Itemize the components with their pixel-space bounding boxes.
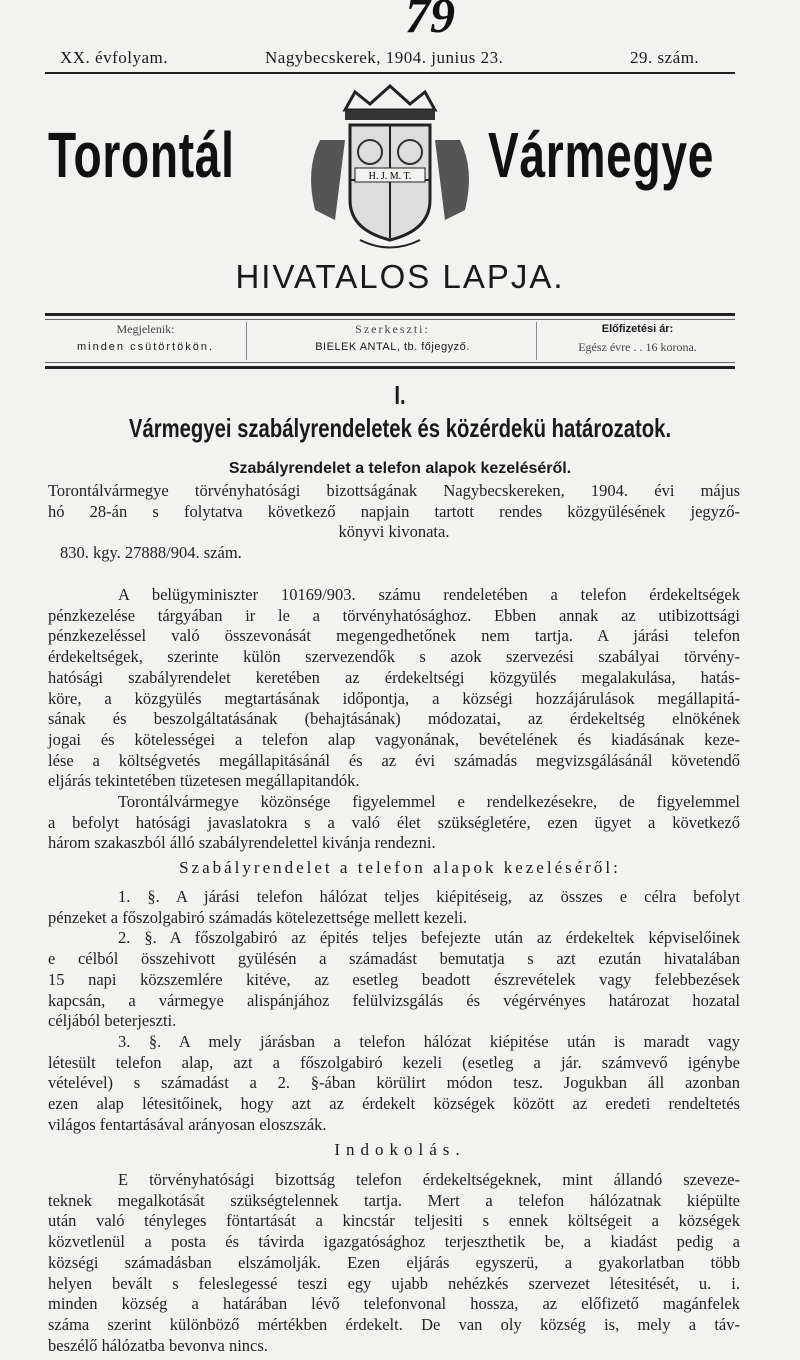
appears-label: Megjelenik: — [116, 322, 175, 336]
rule-title: Szabályrendelet a telefon alapok kezeléséről: — [179, 858, 621, 877]
text-line: jogai és kötelességei a telefon alap vagyonának, bevételének és kiadásának keze- — [48, 729, 740, 749]
price-label: Előfizetési ár: — [601, 323, 674, 335]
text-line: a befolyt hatósági javaslatokra s a való élet szükségletére, ezen ügyet a következő — [48, 812, 740, 832]
text-line: 3. §. A mely járásban a telefon hálózat kiépitése után is maradt vagy — [118, 1031, 740, 1051]
price-value: Egész évre . . 16 korona. — [578, 340, 697, 354]
editor-label: Szerkeszti: — [355, 322, 430, 336]
text-line: e célból összehivott gyülésén a számadást bemutatja s azt ezután hivatalában — [48, 949, 740, 969]
text-line: eljárás tekintetében tüzetesen megállapitandók. — [48, 771, 360, 791]
text-line: Torontálvármegye közönsége figyelemmel e rendelkezésekre, de figyelemmel — [118, 792, 740, 811]
appears-value: minden csütörtökön. — [76, 341, 215, 353]
text-line: érdekeltségek, szerinte külön szervezendők s azok szervezési szabályai törvény- — [48, 647, 740, 667]
reasoning-title: Indokolás. — [334, 1140, 466, 1159]
text-line: pénzkezeléssel való összevonását megengedhetőnek nem tartja. A járási telefon — [48, 626, 740, 646]
handwritten-mark: 79 — [405, 0, 455, 43]
place-date: Nagybecskerek, 1904. junius 23. — [265, 48, 504, 67]
text-line: köre, a közgyülés megtartásának időpontja, a községi hozzájárulások megállapitá- — [48, 688, 740, 708]
text-line: beszélő hálózatba bevonva nincs. — [48, 1335, 268, 1355]
text-line: három szakaszból álló szabályrendelettel kivánja rendezni. — [48, 833, 436, 853]
svg-text:H. J. M. T.: H. J. M. T. — [368, 171, 412, 182]
coat-of-arms-crest — [300, 80, 480, 255]
text-line: hó 28-án s folytatva következő napjain tartott rendes közgyülésének jegyző- — [48, 501, 740, 521]
text-line: 2. §. A főszolgabiró az épités teljes befejezte után az érdekeltek képviselőinek — [118, 928, 740, 948]
volume: XX. évfolyam. — [60, 48, 169, 67]
rules-text — [48, 887, 740, 1135]
info-separator — [246, 322, 247, 360]
reference-number: 830. kgy. 27888/904. szám. — [60, 543, 242, 563]
editor-value: BIELEK ANTAL, tb. főjegyző. — [315, 341, 470, 353]
text-line: sának és beszolgáltatásának (behajtásának) módozatai, az érdekeltség elnökének — [48, 709, 740, 729]
text-line: után való tényleges föntartását a kincstár teljesiti s ennek költségeit a községek — [48, 1211, 740, 1231]
editor-info — [250, 320, 535, 356]
text-line: közvetlenül a posta és távirda igazgatósághoz terjeszthetik be, a kiadást pedig a — [48, 1232, 740, 1252]
text-line: minden község a határában lévő telefonvonal hossza, az előfizető magánfelek — [48, 1294, 740, 1314]
text-line: létesült telefon alap, azt a főszolgabiró kezeli (esetleg a jár. számvevő igénybe — [48, 1052, 740, 1072]
title-right: Vármegye — [488, 119, 715, 191]
issue-number: 29. szám. — [630, 48, 700, 67]
text-line: világos fentartásával arányosan eloszszák. — [48, 1114, 327, 1134]
text-line: Torontálvármegye törvényhatósági bizottságának Nagybecskereken, 1904. évi május — [48, 481, 740, 500]
paragraph-1 — [48, 585, 740, 792]
text-line: céljából beterjeszti. — [48, 1011, 177, 1031]
text-line: vételével) s számadást a 2. §-ában körülirt módon tesz. Jogukban áll azonban — [48, 1073, 740, 1093]
text-line: helyen bevált s feleslegessé teszi egy ujabb nehézkés szervezet létesitését, u. i. — [48, 1273, 740, 1293]
text-line: lése a költségvetés megállapitásánál és az évi számadás megvizsgálásánál követendő — [48, 750, 740, 770]
text-line: 15 napi közszemlére kitéve, az esetleg beadott észrevételek vagy felebbezések — [48, 969, 740, 989]
text-line: teknek megalkotását szükségtelennek tartja. Mert a telefon hálózatnak kiépülte — [48, 1190, 740, 1210]
intro-text — [48, 481, 740, 564]
article-title: Szabályrendelet a telefon alapok kezeléséről. — [228, 460, 572, 477]
price-info — [540, 320, 735, 356]
text-line: pénzeket a főszolgabiró számadás kötelezettsége mellett kezeli. — [48, 907, 468, 927]
section-title: Vármegyei szabályrendeletek és közérdekü határozatok. — [128, 413, 672, 443]
info-bottom-rule — [45, 366, 735, 369]
info-bottom-thin-rule — [45, 362, 735, 363]
info-top-rule — [45, 313, 735, 316]
text-line: pénzkezelése tárgyában ir le a törvényhatósághoz. Ebben annak az utibizottsági — [48, 605, 740, 625]
info-separator — [536, 322, 537, 360]
section-number: I. — [394, 380, 406, 410]
reasoning-text — [48, 1170, 740, 1356]
text-line: A belügyminiszter 10169/903. számu rendeletében a telefon érdekeltségek — [118, 585, 740, 604]
title-left: Torontál — [48, 119, 235, 191]
text-line: könyvi kivonata. — [338, 522, 450, 542]
text-line: ezen alap létesitőinek, hogy azt az érdekelt községek között az eredeti rendeltetés — [48, 1094, 740, 1114]
text-line: 1. §. A járási telefon hálózat teljes kiépitéseig, az összes e célra befolyt — [118, 887, 740, 906]
text-line: községi számadásban elszámolják. Ezen eljárás egyszerü, a gyakorlatban több — [48, 1252, 740, 1272]
text-line: E törvényhatósági bizottság telefon érdekeltségeknek, mint állandó szeveze- — [118, 1170, 740, 1189]
text-line: száma szerint különböző mértékben érdekelt. De van oly község is, mely a táv- — [48, 1314, 740, 1334]
paragraph-2 — [48, 792, 740, 854]
appears-info — [48, 320, 243, 356]
text-line: kapcsán, a vármegye alispánjához felülvizsgálás és végérvényes határozat hozatal — [48, 990, 740, 1010]
text-line: hatósági szabályrendelet keretében az érdekeltségi közgyülés megalakulása, hatás- — [48, 667, 740, 687]
subtitle: HIVATALOS LAPJA. — [235, 258, 565, 295]
header-rule — [45, 72, 735, 74]
